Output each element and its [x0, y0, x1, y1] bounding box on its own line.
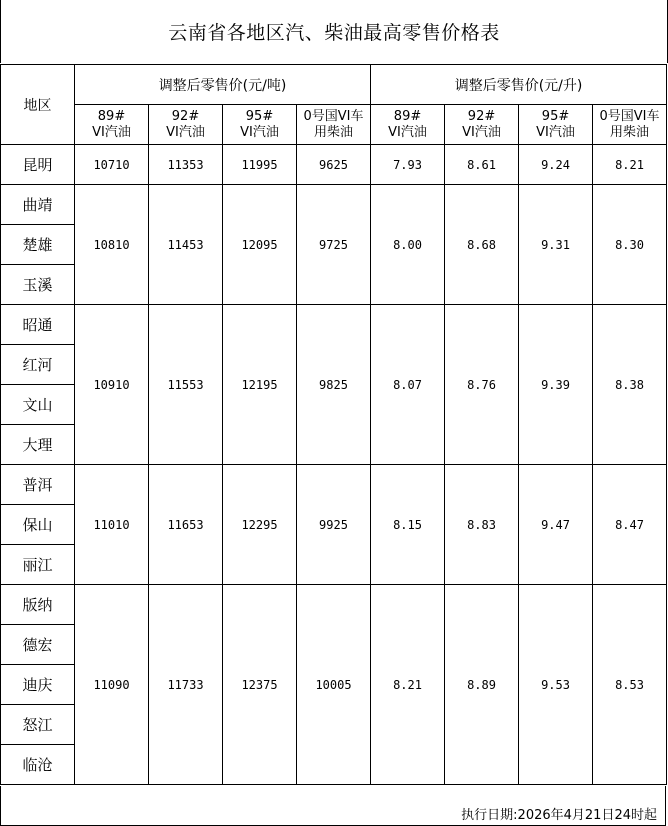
region-cell: 红河 — [1, 345, 75, 385]
price-liter-cell: 8.47 — [593, 465, 667, 585]
region-cell: 丽江 — [1, 545, 75, 585]
price-liter-cell: 7.93 — [371, 145, 445, 185]
region-cell: 曲靖 — [1, 185, 75, 225]
price-liter-cell: 8.68 — [445, 185, 519, 305]
fuel-header-diesel-liter: 0号国VI车 用柴油 — [593, 105, 667, 145]
region-cell: 大理 — [1, 425, 75, 465]
price-ton-cell: 11353 — [149, 145, 223, 185]
price-ton-cell: 11733 — [149, 585, 223, 785]
fuel-header-92-liter: 92# VI汽油 — [445, 105, 519, 145]
execution-date: 执行日期:2026年4月21日24时起 — [461, 808, 657, 823]
price-ton-cell: 11995 — [223, 145, 297, 185]
price-liter-cell: 8.89 — [445, 585, 519, 785]
price-liter-cell: 9.24 — [519, 145, 593, 185]
price-liter-cell: 8.53 — [593, 585, 667, 785]
price-ton-cell: 9925 — [297, 465, 371, 585]
region-cell: 文山 — [1, 385, 75, 425]
price-liter-cell: 8.83 — [445, 465, 519, 585]
page-title: 云南省各地区汽、柴油最高零售价格表 — [168, 22, 500, 44]
region-cell: 保山 — [1, 505, 75, 545]
fuel-header-89-liter: 89# VI汽油 — [371, 105, 445, 145]
region-cell: 昭通 — [1, 305, 75, 345]
price-ton-cell: 10910 — [75, 305, 149, 465]
region-cell: 迪庆 — [1, 665, 75, 705]
table-row — [1, 585, 667, 625]
price-liter-cell: 9.47 — [519, 465, 593, 585]
region-header: 地区 — [1, 65, 75, 145]
price-liter-cell: 8.21 — [593, 145, 667, 185]
region-cell: 怒江 — [1, 705, 75, 745]
region-cell: 普洱 — [1, 465, 75, 505]
title-row — [0, 0, 668, 63]
group-header-liter: 调整后零售价(元/升) — [371, 65, 667, 105]
price-liter-cell: 8.61 — [445, 145, 519, 185]
region-cell: 昆明 — [1, 145, 75, 185]
table-row — [1, 185, 667, 225]
price-liter-cell: 9.31 — [519, 185, 593, 305]
price-liter-cell: 8.00 — [371, 185, 445, 305]
price-liter-cell: 8.15 — [371, 465, 445, 585]
table-row — [1, 305, 667, 345]
region-cell: 临沧 — [1, 745, 75, 785]
footer — [0, 786, 666, 826]
region-cell: 玉溪 — [1, 265, 75, 305]
group-header-ton: 调整后零售价(元/吨) — [75, 65, 371, 105]
price-ton-cell: 11453 — [149, 185, 223, 305]
price-liter-cell: 8.76 — [445, 305, 519, 465]
price-liter-cell: 8.38 — [593, 305, 667, 465]
price-liter-cell: 9.39 — [519, 305, 593, 465]
price-ton-cell: 9725 — [297, 185, 371, 305]
fuel-header-92-ton: 92# VI汽油 — [149, 105, 223, 145]
price-ton-cell: 11010 — [75, 465, 149, 585]
fuel-header-95-ton: 95# VI汽油 — [223, 105, 297, 145]
price-ton-cell: 12095 — [223, 185, 297, 305]
price-ton-cell: 12195 — [223, 305, 297, 465]
header-row-groups — [1, 65, 667, 105]
price-ton-cell: 12295 — [223, 465, 297, 585]
price-ton-cell: 11553 — [149, 305, 223, 465]
price-ton-cell: 9825 — [297, 305, 371, 465]
price-ton-cell: 10810 — [75, 185, 149, 305]
region-cell: 版纳 — [1, 585, 75, 625]
price-liter-cell: 9.53 — [519, 585, 593, 785]
header-row-fuel — [1, 105, 667, 145]
fuel-header-89-ton: 89# VI汽油 — [75, 105, 149, 145]
table-row — [1, 145, 667, 185]
price-liter-cell: 8.30 — [593, 185, 667, 305]
price-ton-cell: 10710 — [75, 145, 149, 185]
region-cell: 德宏 — [1, 625, 75, 665]
price-ton-cell: 12375 — [223, 585, 297, 785]
region-cell: 楚雄 — [1, 225, 75, 265]
price-table — [0, 64, 667, 785]
price-liter-cell: 8.21 — [371, 585, 445, 785]
price-ton-cell: 10005 — [297, 585, 371, 785]
fuel-header-diesel-ton: 0号国VI车 用柴油 — [297, 105, 371, 145]
table-row — [1, 465, 667, 505]
price-ton-cell: 9625 — [297, 145, 371, 185]
price-ton-cell: 11653 — [149, 465, 223, 585]
fuel-header-95-liter: 95# VI汽油 — [519, 105, 593, 145]
price-liter-cell: 8.07 — [371, 305, 445, 465]
price-ton-cell: 11090 — [75, 585, 149, 785]
